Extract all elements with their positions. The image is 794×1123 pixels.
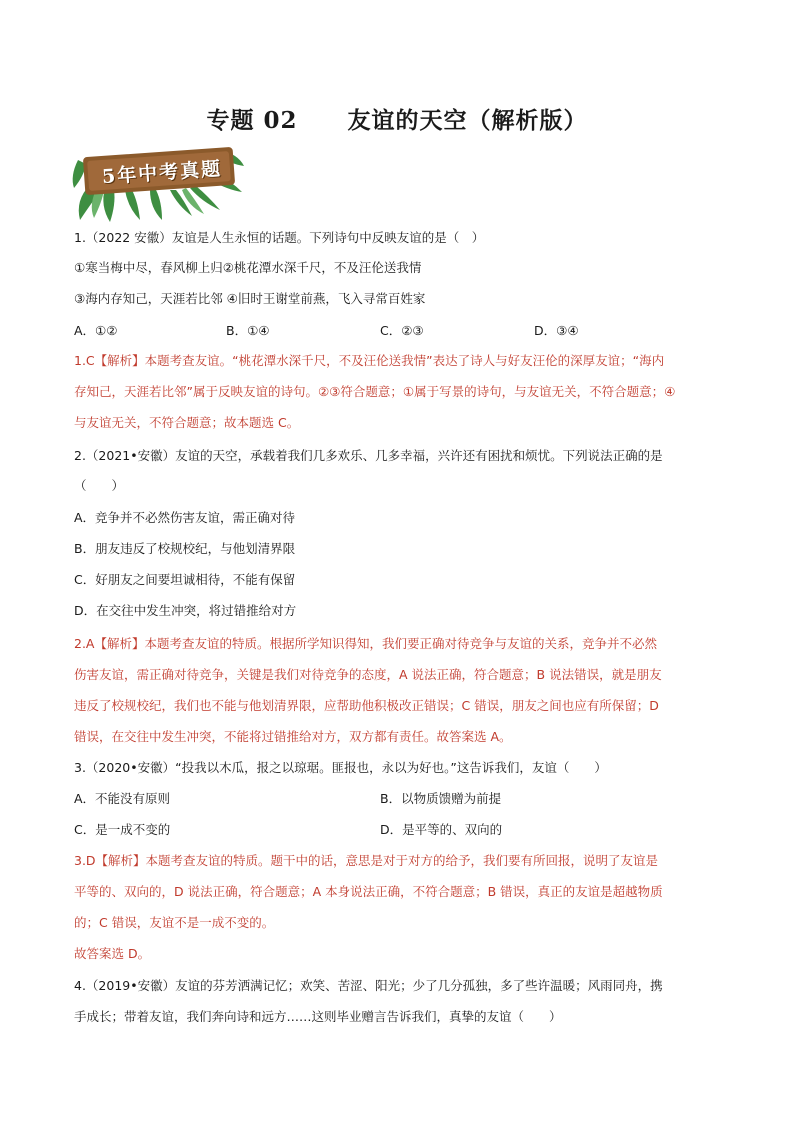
q2-analysis-line-3: 违反了校规校纪，我们也不能与他划清界限，应帮助他积极改正错误；C 错误，朋友之间也应有所保留；D <box>74 698 659 713</box>
title-topic-name: 友谊的天空（解析版） <box>347 107 588 134</box>
q3-option-c: C．是一成不变的 <box>74 822 171 837</box>
q2-analysis-line-2: 伤害友谊，需正确对待竞争，关键是我们对待竞争的态度，A 说法正确，符合题意；B 说法错误，就是朋友 <box>74 667 662 682</box>
q3-analysis-line-4: 故答案选 D。 <box>74 946 151 961</box>
q1-option-a: A．①② <box>74 323 118 338</box>
q2-stem-line-2: （ ） <box>74 478 125 493</box>
q3-option-b: B．以物质馈赠为前提 <box>380 791 502 806</box>
q2-analysis-line-1: 2.A【解析】本题考查友谊的特质。根据所学知识得知，我们要正确对待竞争与友谊的关系，竞争并不必然 <box>74 636 657 651</box>
q2-option-b: B．朋友违反了校规校纪，与他划清界限 <box>74 541 296 556</box>
page-title <box>0 102 794 135</box>
badge-label: 5年中考真题 <box>101 157 223 189</box>
q4-stem-line-1: 4.（2019•安徽）友谊的芬芳洒满记忆；欢笑、苦涩、阳光；少了几分孤独，多了些许温暖；风雨同舟，携 <box>74 978 663 993</box>
q3-option-a: A．不能没有原则 <box>74 791 171 806</box>
q2-analysis-line-4: 错误，在交往中发生冲突，不能将过错推给对方，双方都有责任。故答案选 A。 <box>74 729 512 744</box>
q3-analysis-line-1: 3.D【解析】本题考查友谊的特质。题干中的话，意思是对于对方的给予，我们要有所回报，说明了友谊是 <box>74 853 659 868</box>
q2-option-d: D．在交往中发生冲突，将过错推给对方 <box>74 603 297 618</box>
q1-option-d: D．③④ <box>534 323 579 338</box>
q1-analysis-line-3: 与友谊无关，不符合题意；故本题选 C。 <box>74 415 300 430</box>
q3-option-d: D．是平等的、双向的 <box>380 822 503 837</box>
title-topic-number: 专题 02 <box>206 107 298 134</box>
q1-stem: 1.（2022 安徽）友谊是人生永恒的话题。下列诗句中反映友谊的是（ ） <box>74 230 485 245</box>
q1-option-c: C．②③ <box>380 323 424 338</box>
q1-option-b: B．①④ <box>226 323 270 338</box>
q2-option-a: A．竞争并不必然伤害友谊，需正确对待 <box>74 510 296 525</box>
section-badge <box>70 140 245 222</box>
q1-poem-line-2: ③海内存知己，天涯若比邻 ④旧时王谢堂前燕，飞入寻常百姓家 <box>74 291 426 306</box>
q2-option-c: C．好朋友之间要坦诚相待，不能有保留 <box>74 572 296 587</box>
q3-analysis-line-3: 的；C 错误，友谊不是一成不变的。 <box>74 915 275 930</box>
q3-analysis-line-2: 平等的、双向的，D 说法正确，符合题意；A 本身说法正确，不符合题意；B 错误，真正的友谊是超越物质 <box>74 884 663 899</box>
q1-analysis-line-1: 1.C【解析】本题考查友谊。“桃花潭水深千尺，不及汪伦送我情”表达了诗人与好友汪伦的深厚友谊；“海内 <box>74 353 665 368</box>
q1-analysis-line-2: 存知己，天涯若比邻”属于反映友谊的诗句。②③符合题意；①属于写景的诗句，与友谊无关，不符合题意；④ <box>74 384 676 399</box>
q2-stem-line-1: 2.（2021•安徽）友谊的天空，承载着我们几多欢乐、几多幸福，兴许还有困扰和烦忧。下列说法正确的是 <box>74 448 663 463</box>
q3-stem: 3.（2020•安徽）“投我以木瓜，报之以琼琚。匪报也，永以为好也。”这告诉我们，友谊（ ） <box>74 760 607 775</box>
q4-stem-line-2: 手成长；带着友谊，我们奔向诗和远方……这则毕业赠言告诉我们，真挚的友谊（ ） <box>74 1009 562 1024</box>
q1-poem-line-1: ①寒当梅中尽，春风柳上归②桃花潭水深千尺，不及汪伦送我情 <box>74 260 422 275</box>
